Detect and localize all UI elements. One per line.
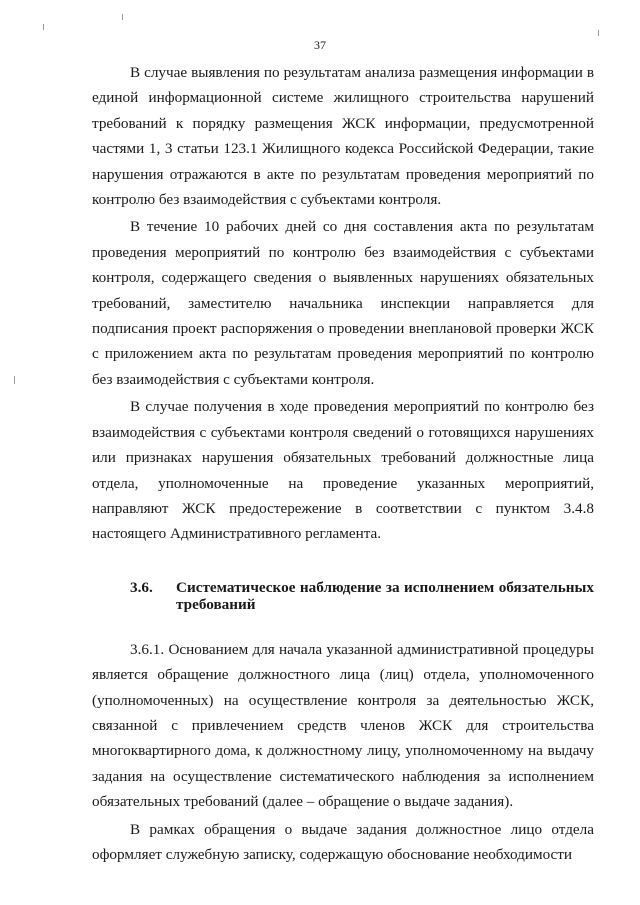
scan-speck [14,376,15,384]
section-number: 3.6. [130,578,153,596]
scan-speck [598,30,599,36]
scan-speck [122,14,123,20]
paragraph-ten-working-days: В течение 10 рабочих дней со дня составления акта по результатам проведения мероприятий по контролю без взаимодействия с субъектами контроля, содержащего сведения о выявленных нарушениях обязательных требований, заместителю начальника инспекции направляется для подписания проект распоряжения о проведении внеплановой проверки ЖСК с приложением акта по результатам проведения мероприятий по контролю без взаимодействия с субъектами контроля. [92,218,594,388]
paragraph-3-6-1: 3.6.1. Основанием для начала указанной административной процедуры является обращение должностного лица (лиц) отдела, уполномоченного (уполномоченных) на осуществление контроля за деятельностью ЖСК, связанной с привлечением средств членов ЖСК для строительства многоквартирного дома, к должностному лицу, уполномоченному на выдачу задания на осуществление систематического наблюдения за исполнением обязательных требований (далее – обращение о выдаче задания). [92,640,594,811]
section-title: Систематическое наблюдение за исполнением обязательных требований [176,578,594,613]
page-number: 37 [314,38,326,52]
paragraph-violations-found: В случае выявления по результатам анализа размещения информации в единой информационной системе жилищного строительства нарушений требований к порядку размещения ЖСК информации, предусмотренной частями 1, 3 статьи 123.1 Жилищного кодекса Российской Федерации, такие нарушения отражаются в акте по результатам проведения мероприятий по контролю без взаимодействия с субъектами контроля. [92,64,594,209]
paragraph-warning-issued: В случае получения в ходе проведения мероприятий по контролю без взаимодействия с субъектами контроля сведений о готовящихся нарушениях или признаках нарушения обязательных требований должностные лица отдела, уполномоченные на проведение указанных мероприятий, направляют ЖСК предостережение в соответствии с пунктом 3.4.8 настоящего Административного регламента. [92,398,594,543]
scan-speck [43,24,44,30]
document-body [92,60,594,867]
paragraph-service-note: В рамках обращения о выдаче задания должностное лицо отдела оформляет служебную записку, содержащую обоснование необходимости [92,820,594,863]
section-heading [92,579,594,613]
